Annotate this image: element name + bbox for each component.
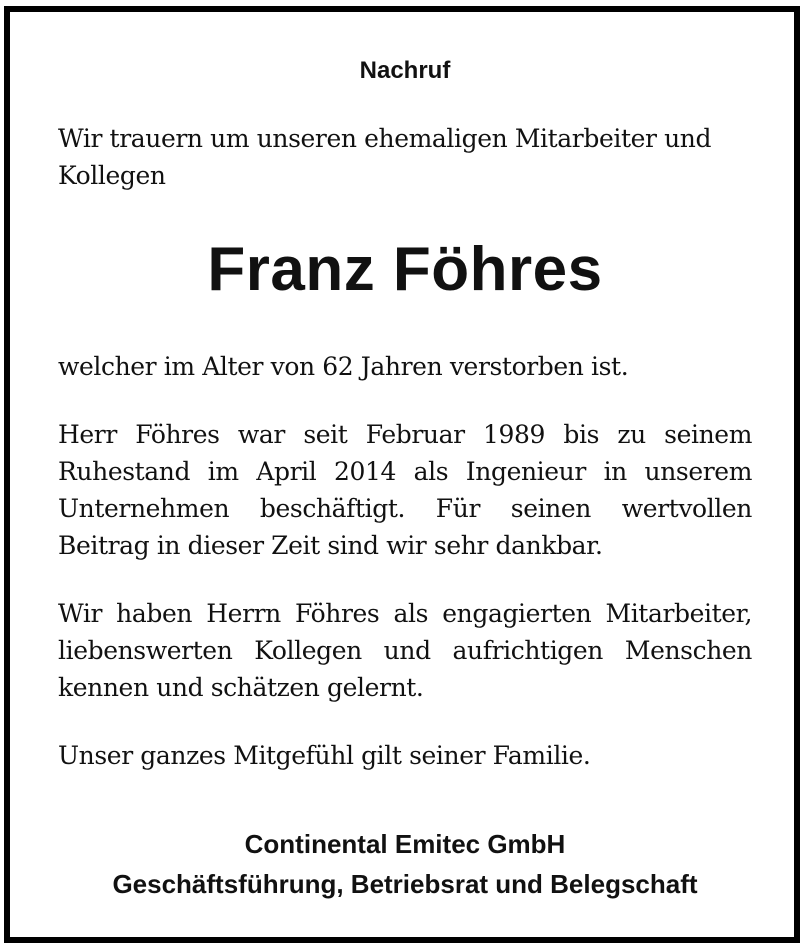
age-paragraph: welcher im Alter von 62 Jahren verstorben ist.	[58, 352, 629, 381]
obituary-notice-frame	[4, 6, 800, 943]
notice-heading: Nachruf	[359, 57, 451, 84]
signature-signatories: Geschäftsführung, Betriebsrat und Belegschaft	[112, 869, 698, 899]
signature-company: Continental Emitec GmbH	[244, 829, 566, 859]
appreciation-paragraph: Wir haben Herrn Föhres als engagierten Mitarbeiter, liebenswerten Kollegen und aufrichtigen Menschen kennen und schätzen gelernt.	[58, 599, 752, 702]
obituary-content	[58, 12, 752, 937]
employment-paragraph: Herr Föhres war seit Februar 1989 bis zu seinem Ruhestand im April 2014 als Ingenieur in unserem Unternehmen beschäftigt. Für seinen wertvollen Beitrag in dieser Zeit sind wir sehr dankbar.	[58, 420, 752, 560]
intro-text: Wir trauern um unseren ehemaligen Mitarbeiter und Kollegen	[58, 124, 712, 190]
condolence-paragraph: Unser ganzes Mitgefühl gilt seiner Familie.	[58, 741, 591, 770]
deceased-name: Franz Föhres	[207, 235, 603, 304]
